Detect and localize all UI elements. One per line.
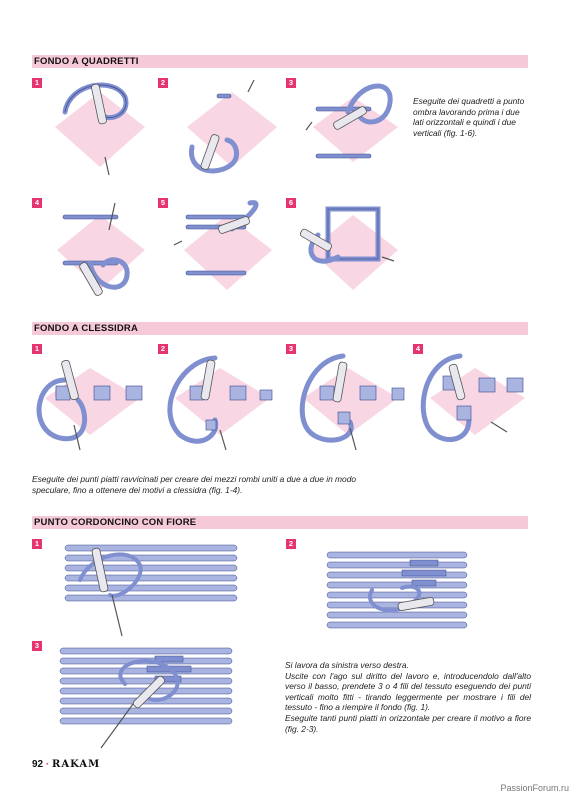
section-title-cordoncino: PUNTO CORDONCINO CON FIORE [34,517,197,528]
illustration-quadretti-1 [45,72,155,182]
fig-number-q6: 6 [286,198,296,208]
text-cordoncino-block [285,660,531,734]
illustration-clessidra-4 [415,350,540,460]
section-band-cordoncino [32,516,528,529]
page-footer [32,759,100,770]
fig-number-c2: 2 [158,344,168,354]
illustration-clessidra-2 [160,350,285,460]
fig-number-c1: 1 [32,344,42,354]
section-title-quadretti: FONDO A QUADRETTI [34,56,139,67]
fig-number-p1: 1 [32,539,42,549]
illustration-quadretti-5 [172,195,282,305]
footer-separator: · [45,759,50,770]
section-band-clessidra [32,322,528,335]
watermark: PassionForum.ru [500,783,569,793]
page-number: 92 [32,759,44,770]
fig-number-q5: 5 [158,198,168,208]
fig-number-q4: 4 [32,198,42,208]
illustration-quadretti-2 [172,72,282,182]
text-cordoncino-2: Uscite con l'ago sul diritto del lavoro e, introducendolo dall'alto verso il basso, prendete 3 o 4 fili del tessuto eseguendo dei punti verticali molto fitti - tirando leggermente per mostrare i fili del tessuto - fino a riempire il fondo (fig. 1). [285,670,531,713]
magazine-name: RAKAM [52,759,101,770]
text-quadretti: Eseguite dei quadretti a punto ombra lavorando prima i due lati orizzontali e quindi i due verticali (fig. 1-6). [413,96,525,138]
fig-number-q3: 3 [286,78,296,88]
illustration-quadretti-6 [298,195,408,305]
illustration-quadretti-4 [45,195,155,305]
section-band-quadretti [32,55,528,68]
illustration-cordoncino-2 [322,548,472,638]
fig-number-p3: 3 [32,641,42,651]
illustration-cordoncino-3 [55,644,240,756]
fig-number-c4: 4 [413,344,423,354]
fig-number-c3: 3 [286,344,296,354]
illustration-quadretti-3 [298,72,408,182]
illustration-clessidra-1 [30,350,155,460]
fig-number-q1: 1 [32,78,42,88]
text-cordoncino-3: Eseguite tanti punti piatti in orizzontale per creare il motivo a fiore (fig. 2-3). [285,712,531,734]
illustration-clessidra-3 [288,350,413,460]
illustration-cordoncino-1 [60,540,245,640]
section-title-clessidra: FONDO A CLESSIDRA [34,323,139,334]
text-cordoncino-1: Si lavora da sinistra verso destra. [285,660,409,670]
fig-number-p2: 2 [286,539,296,549]
text-clessidra: Eseguite dei punti piatti ravvicinati per creare dei mezzi rombi uniti a due a due in modo speculare, fino a ottenere dei motivi a clessidra (fig. 1-4). [32,474,357,495]
fig-number-q2: 2 [158,78,168,88]
